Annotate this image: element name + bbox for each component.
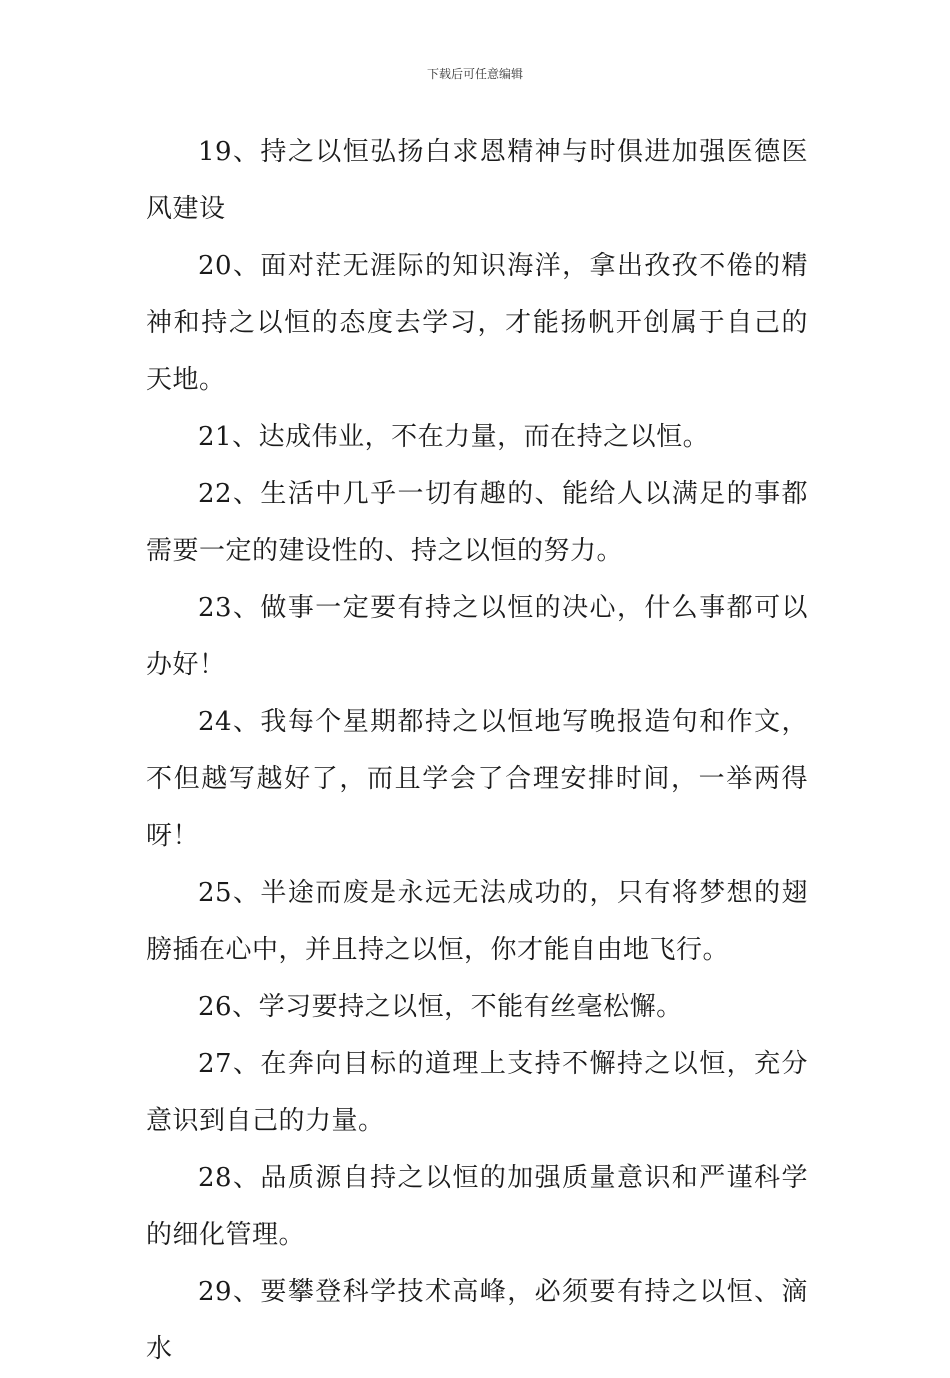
list-item: 28、品质源自持之以恒的加强质量意识和严谨科学的细化管理。: [146, 1163, 808, 1250]
list-item: 29、要攀登科学技术高峰，必须要有持之以恒、滴水: [146, 1277, 808, 1364]
list-item: 26、学习要持之以恒，不能有丝毫松懈。: [198, 992, 683, 1022]
list-item: 19、持之以恒弘扬白求恩精神与时俱进加强医德医风建设: [146, 137, 808, 224]
list-item: 20、面对茫无涯际的知识海洋，拿出孜孜不倦的精神和持之以恒的态度去学习，才能扬帆开创属于自己的天地。: [146, 251, 808, 395]
list-item: 27、在奔向目标的道理上支持不懈持之以恒，充分意识到自己的力量。: [146, 1049, 808, 1136]
page-header: 下载后可任意编辑: [426, 67, 523, 81]
list-item: 21、达成伟业，不在力量，而在持之以恒。: [198, 422, 710, 452]
list-item: 22、生活中几乎一切有趣的、能给人以满足的事都需要一定的建设性的、持之以恒的努力。: [146, 479, 808, 566]
list-item: 23、做事一定要有持之以恒的决心，什么事都可以办好！: [146, 593, 808, 680]
document-body: [146, 124, 808, 1378]
list-item: 25、半途而废是永远无法成功的，只有将梦想的翅膀插在心中，并且持之以恒，你才能自由地飞行。: [146, 878, 808, 965]
list-item: 24、我每个星期都持之以恒地写晚报造句和作文，不但越写越好了，而且学会了合理安排时间，一举两得呀！: [146, 707, 808, 851]
